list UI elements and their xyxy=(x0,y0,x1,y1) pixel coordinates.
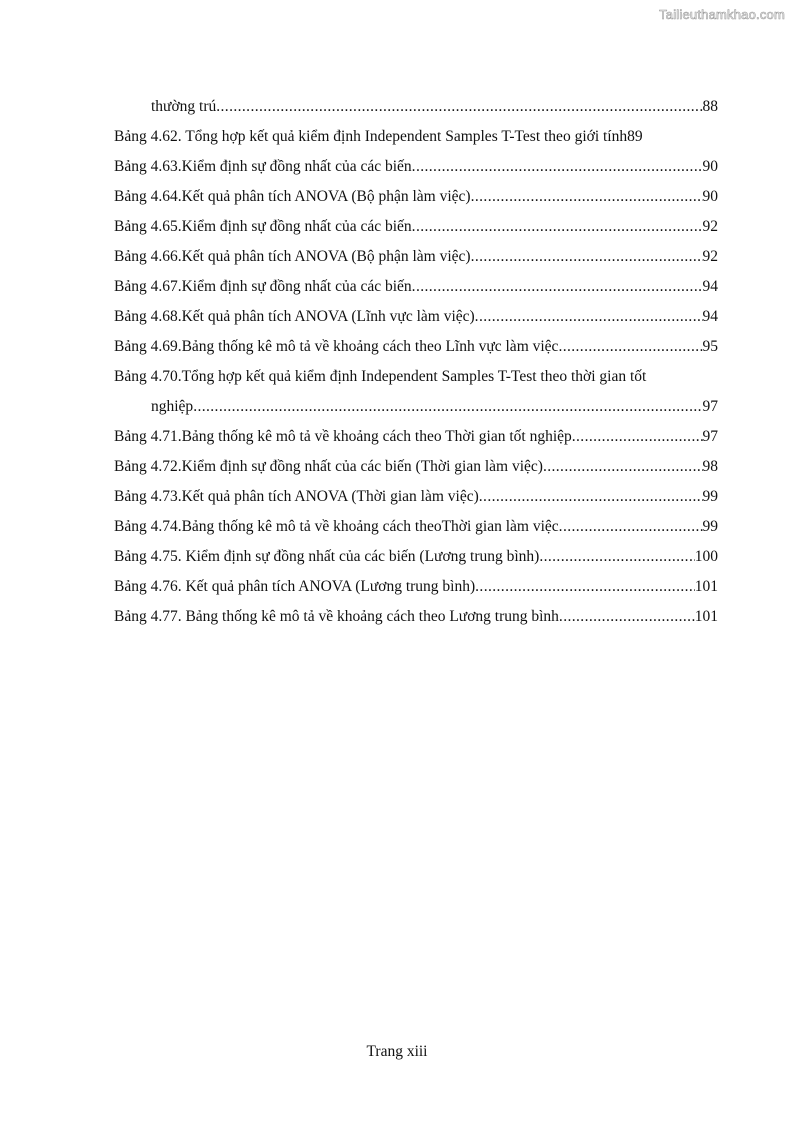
toc-entry[interactable] xyxy=(114,302,718,332)
dot-leader xyxy=(193,392,702,422)
toc-entry-page: 92 xyxy=(702,218,718,235)
toc-entry[interactable] xyxy=(114,452,718,482)
toc-entry[interactable] xyxy=(114,272,718,302)
toc-entry-title: thường trú xyxy=(151,98,217,115)
toc-entry[interactable] xyxy=(114,572,718,602)
toc-entry-page: 94 xyxy=(702,308,718,325)
toc-entry-page: 97 xyxy=(702,428,718,445)
page-number-footer: Trang xiii xyxy=(366,1043,428,1060)
toc-entry-page: 97 xyxy=(702,398,718,415)
toc-entry-title: Bảng 4.77. Bảng thống kê mô tả về khoảng cách theo Lương trung bình xyxy=(114,608,559,625)
toc-entry-page: 98 xyxy=(702,458,718,475)
toc-entry-continuation[interactable] xyxy=(114,392,718,422)
toc-entry[interactable] xyxy=(114,182,718,212)
dot-leader xyxy=(412,152,703,182)
toc-entry-title: Bảng 4.63.Kiểm định sự đồng nhất của các biến xyxy=(114,158,412,175)
dot-leader xyxy=(412,212,703,242)
toc-entry-title: Bảng 4.76. Kết quả phân tích ANOVA (Lương trung bình) xyxy=(114,578,476,595)
toc-entry-page: 101 xyxy=(694,608,718,625)
toc-entry-title: Bảng 4.74.Bảng thống kê mô tả về khoảng cách theoThời gian làm việc xyxy=(114,518,559,535)
toc-entry[interactable] xyxy=(114,482,718,512)
toc-entry-title: Bảng 4.70.Tổng hợp kết quả kiểm định Independent Samples T-Test theo thời gian tốt xyxy=(114,368,647,385)
toc-entry[interactable] xyxy=(114,92,718,122)
dot-leader xyxy=(539,542,694,572)
toc-entry-title: Bảng 4.72.Kiểm định sự đồng nhất của các biến (Thời gian làm việc) xyxy=(114,458,543,475)
dot-leader xyxy=(216,92,702,122)
toc-entry-title: Bảng 4.65.Kiểm định sự đồng nhất của các biến xyxy=(114,218,412,235)
toc-entry-title: Bảng 4.75. Kiểm định sự đồng nhất của các biến (Lương trung bình) xyxy=(114,548,540,565)
toc-entry[interactable] xyxy=(114,512,718,542)
toc-entry-page: 89 xyxy=(627,128,643,145)
toc-entry-title: Bảng 4.69.Bảng thống kê mô tả về khoảng cách theo Lĩnh vực làm việc xyxy=(114,338,559,355)
toc-entry-title: Bảng 4.68.Kết quả phân tích ANOVA (Lĩnh vực làm việc) xyxy=(114,308,475,325)
toc-entry-page: 100 xyxy=(694,548,718,565)
toc-entry-title: Bảng 4.64.Kết quả phân tích ANOVA (Bộ phận làm việc) xyxy=(114,188,471,205)
toc-entry-page: 90 xyxy=(702,188,718,205)
toc-entry-title: Bảng 4.71.Bảng thống kê mô tả về khoảng cách theo Thời gian tốt nghiệp xyxy=(114,428,572,445)
dot-leader xyxy=(543,452,703,482)
toc-entry-page: 99 xyxy=(702,518,718,535)
toc-entry[interactable] xyxy=(114,332,718,362)
toc-entry[interactable] xyxy=(114,122,718,152)
dot-leader xyxy=(471,182,703,212)
toc-entry-page: 94 xyxy=(702,278,718,295)
watermark: Tailieuthamkhao.com xyxy=(659,7,785,22)
dot-leader xyxy=(572,422,703,452)
dot-leader xyxy=(475,572,695,602)
toc-entry-page: 90 xyxy=(702,158,718,175)
toc-entry-page: 99 xyxy=(702,488,718,505)
toc-entry[interactable] xyxy=(114,152,718,182)
toc-entry-title: Bảng 4.73.Kết quả phân tích ANOVA (Thời gian làm việc) xyxy=(114,488,479,505)
toc-entry[interactable] xyxy=(114,362,718,392)
toc-entry-page: 92 xyxy=(702,248,718,265)
toc-entry[interactable] xyxy=(114,602,718,632)
table-of-contents xyxy=(114,92,718,632)
toc-entry-title: Bảng 4.66.Kết quả phân tích ANOVA (Bộ phận làm việc) xyxy=(114,248,471,265)
dot-leader xyxy=(412,272,703,302)
toc-entry-page: 88 xyxy=(702,98,718,115)
dot-leader xyxy=(559,602,695,632)
toc-entry-page: 95 xyxy=(702,338,718,355)
toc-entry-title: nghiệp xyxy=(151,398,194,415)
dot-leader xyxy=(475,302,703,332)
dot-leader xyxy=(479,482,703,512)
toc-entry-title: Bảng 4.62. Tổng hợp kết quả kiểm định Independent Samples T-Test theo giới tính xyxy=(114,128,628,145)
toc-entry-title: Bảng 4.67.Kiểm định sự đồng nhất của các biến xyxy=(114,278,412,295)
toc-entry[interactable] xyxy=(114,212,718,242)
toc-entry[interactable] xyxy=(114,422,718,452)
dot-leader xyxy=(558,332,702,362)
toc-entry[interactable] xyxy=(114,242,718,272)
dot-leader xyxy=(471,242,703,272)
toc-entry-page: 101 xyxy=(694,578,718,595)
dot-leader xyxy=(559,512,703,542)
toc-entry[interactable] xyxy=(114,542,718,572)
